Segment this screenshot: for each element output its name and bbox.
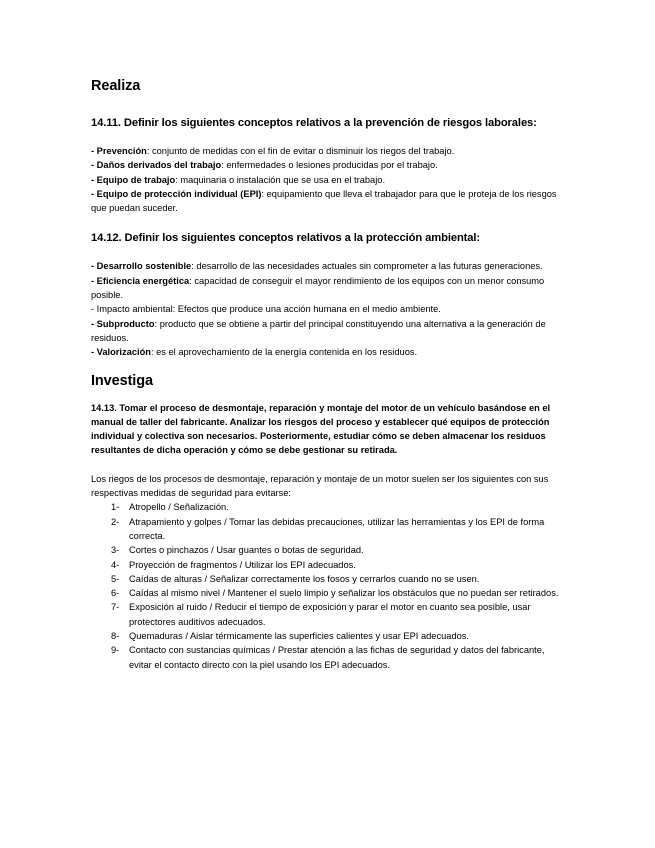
definition-term: - Equipo de protección individual (EPI) <box>91 188 262 199</box>
definition-item <box>91 302 569 316</box>
section-heading-realiza: Realiza <box>91 78 141 94</box>
definition-item <box>91 345 569 359</box>
list-item-text: Contacto con sustancias químicas / Prestar atención a las fichas de seguridad y datos del fabricante, evitar el contacto directo con la piel usando los EPI adecuados. <box>129 645 545 670</box>
definitions-list-14-11 <box>91 144 569 215</box>
list-item-number: 6- <box>111 588 120 599</box>
definition-term: - Desarrollo sostenible <box>91 261 192 272</box>
definition-term: - Valorización <box>91 347 151 358</box>
definition-text: : enfermedades o lesiones producidas por el trabajo. <box>221 160 438 171</box>
list-item-text: Caídas de alturas / Señalizar correctamente los fosos y cerrarlos cuando no se usen. <box>129 573 480 584</box>
risks-intro: Los riegos de los procesos de desmontaje, reparación y montaje de un motor suelen ser los siguientes con sus respectivas medidas de seguridad para evitarse: <box>91 473 549 499</box>
list-item-number: 4- <box>111 559 120 570</box>
list-item-number: 5- <box>111 573 120 584</box>
list-item-text: Quemaduras / Aislar térmicamente las superficies calientes y usar EPI adecuados. <box>129 631 470 642</box>
list-item-text: Atropello / Señalización. <box>129 502 229 513</box>
question-14-11-title: 14.11. Definir los siguientes conceptos relativos a la prevención de riesgos laborales: <box>91 117 537 129</box>
definition-text: : conjunto de medidas con el fin de evitar o disminuir los riegos del trabajo. <box>146 146 455 156</box>
definition-term: - Subproducto <box>91 318 155 329</box>
list-item-number: 1- <box>111 502 120 513</box>
risks-list <box>91 500 569 672</box>
definition-term: - Prevención <box>91 146 147 156</box>
definition-term: - Eficiencia energética <box>91 275 190 286</box>
definition-item <box>91 274 569 303</box>
definition-item <box>91 187 569 216</box>
list-item <box>91 572 569 586</box>
definition-item <box>91 158 569 172</box>
definition-text: : desarrollo de las necesidades actuales sin comprometer a las futuras generaciones. <box>191 261 543 272</box>
list-item-number: 2- <box>111 516 120 527</box>
definition-item <box>91 144 569 158</box>
list-item-text: Proyección de fragmentos / Utilizar los EPI adecuados. <box>129 559 356 570</box>
list-item-number: 7- <box>111 602 120 613</box>
question-14-13-task: 14.13. Tomar el proceso de desmontaje, reparación y montaje del motor de un vehículo basándose en el manual de taller del fabricante. Analizar los riesgos del proceso y establecer qué equipos de protección individual y colectiva son necesarios. Posteriormente, estudiar cómo se deben almacenar los residuos resultantes de dicha operación y cómo se debe gestionar su retirada. <box>91 402 551 456</box>
list-item-text: Atrapamiento y golpes / Tomar las debidas precauciones, utilizar las herramientas y los EPI de forma correcta. <box>129 516 545 541</box>
question-14-12-title: 14.12. Definir los siguientes conceptos relativos a la protección ambiental: <box>91 232 481 245</box>
definition-term: - Daños derivados del trabajo <box>91 160 222 171</box>
definition-text: : maquinaria o instalación que se usa en el trabajo. <box>175 174 386 185</box>
list-item <box>91 600 569 629</box>
list-item-text: Cortes o pinchazos / Usar guantes o botas de seguridad. <box>129 545 364 556</box>
definitions-list-14-12 <box>91 259 569 359</box>
definition-text: : equipamiento que lleva el trabajador para que le proteja de los riesgos que puedan suceder. <box>91 188 557 214</box>
definition-text: : es el aprovechamiento de la energía contenida en los residuos. <box>150 347 418 358</box>
definition-text: - Impacto ambiental: Efectos que produce una acción humana en el medio ambiente. <box>91 304 441 315</box>
list-item-number: 9- <box>111 645 120 656</box>
definition-item <box>91 317 569 346</box>
definition-text: : capacidad de conseguir el mayor rendimiento de los equipos con un menor consumo posible. <box>91 275 545 301</box>
list-item <box>91 586 569 600</box>
definition-text: : producto que se obtiene a partir del principal constituyendo una alternativa a la generación de residuos. <box>91 318 546 343</box>
list-item-text: Exposición al ruido / Reducir el tiempo de exposición y parar el motor en cuanto sea posible, usar protectores auditivos adecuados. <box>129 602 531 627</box>
list-item <box>91 543 569 557</box>
document-page <box>91 78 569 672</box>
definition-term: - Equipo de trabajo <box>91 174 176 185</box>
list-item <box>91 515 569 544</box>
list-item <box>91 629 569 643</box>
list-item <box>91 643 569 672</box>
definition-item <box>91 173 569 187</box>
list-item-number: 3- <box>111 545 120 556</box>
section-heading-investiga: Investiga <box>91 372 153 389</box>
list-item <box>91 500 569 514</box>
list-item-text: Caídas al mismo nivel / Mantener el suelo limpio y señalizar los obstáculos que no puedan ser retirados. <box>129 588 559 599</box>
list-item <box>91 558 569 572</box>
definition-item <box>91 259 569 273</box>
list-item-number: 8- <box>111 631 120 642</box>
